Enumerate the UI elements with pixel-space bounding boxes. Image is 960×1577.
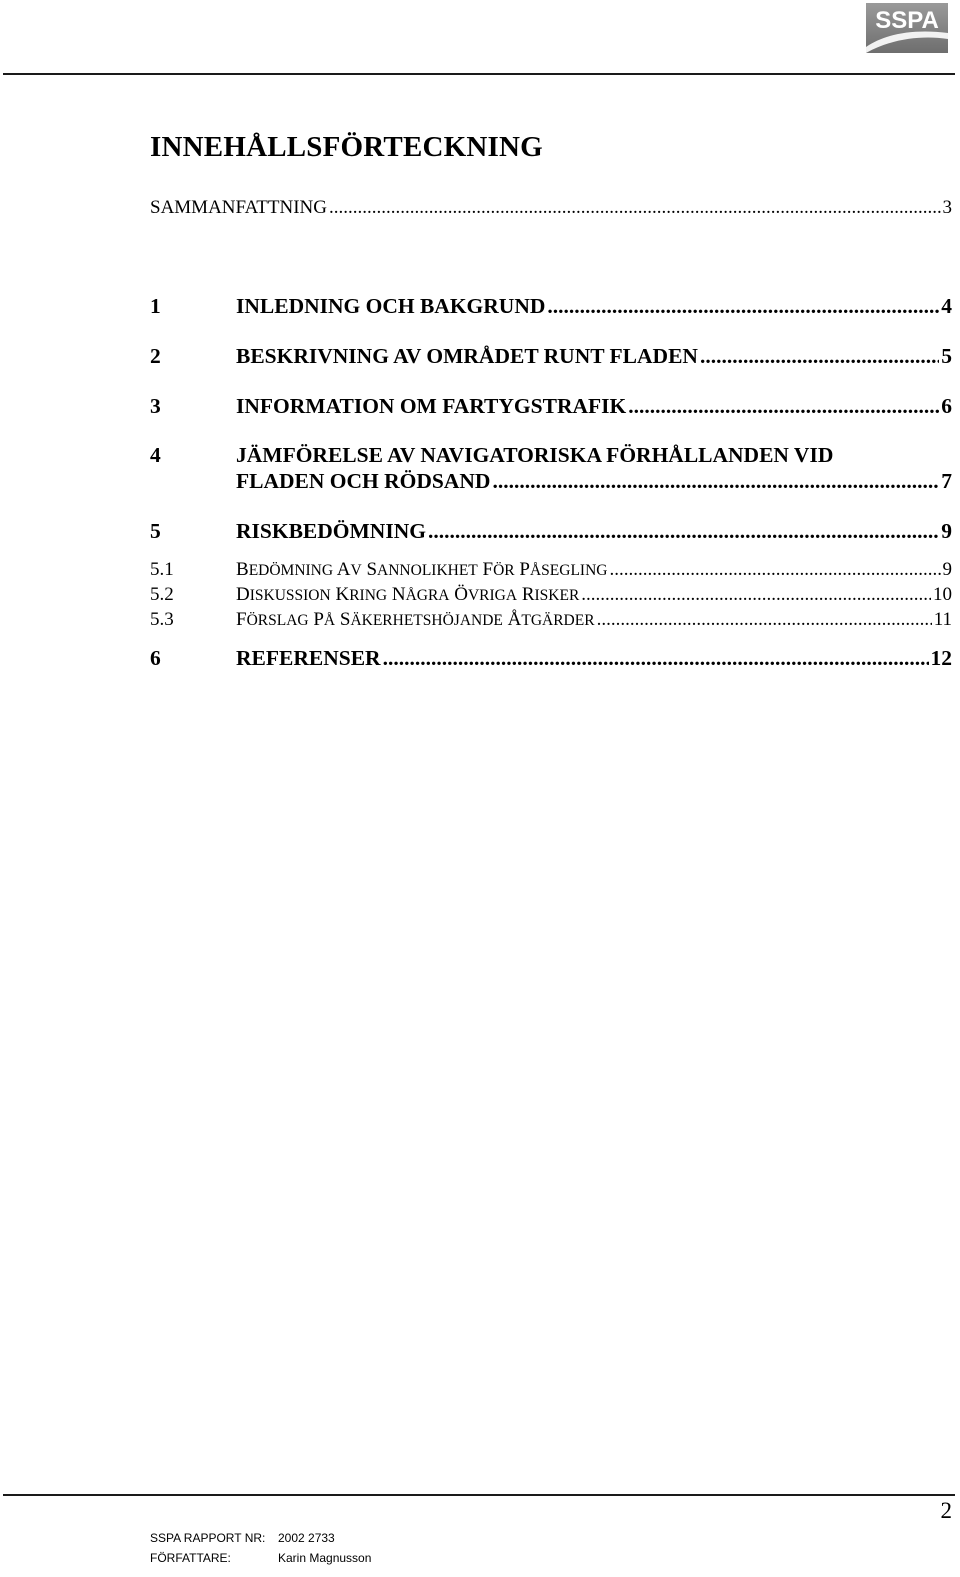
- toc-number: 5.1: [150, 559, 174, 580]
- toc-label: FÖRSLAG PÅ SÄKERHETSHÖJANDE ÅTGÄRDER: [236, 609, 595, 630]
- toc-leader: [547, 294, 939, 319]
- toc-page: 6: [941, 394, 952, 418]
- toc-leader: [597, 609, 932, 631]
- toc-page: 9: [942, 559, 952, 580]
- footer-rule: [3, 1494, 955, 1496]
- toc-number: 5.2: [150, 584, 174, 605]
- toc-number: 6: [150, 646, 161, 670]
- toc-page: 5: [941, 344, 952, 368]
- toc-number: 4: [150, 443, 161, 467]
- toc-label: REFERENSER: [236, 646, 381, 670]
- report-value: 2002 2733: [278, 1531, 335, 1545]
- footer-report: [150, 1531, 335, 1545]
- toc-label: BEDÖMNING AV SANNOLIKHET FÖR PÅSEGLING: [236, 559, 608, 580]
- page-number: 2: [940, 1498, 952, 1523]
- report-label: SSPA RAPPORT NR:: [150, 1531, 266, 1545]
- author-label: FÖRFATTARE:: [150, 1551, 231, 1565]
- toc-label: RISKBEDÖMNING: [236, 519, 426, 543]
- author-value: Karin Magnusson: [278, 1551, 372, 1565]
- sspa-logo: [866, 3, 948, 53]
- toc-page: 7: [941, 469, 952, 493]
- toc-leader: [492, 469, 939, 494]
- toc-page: 12: [930, 646, 952, 670]
- toc-leader: [428, 519, 939, 544]
- toc-leader: [329, 197, 941, 219]
- toc-leader: [609, 559, 940, 581]
- header-rule: [3, 73, 955, 75]
- toc-label: BESKRIVNING AV OMRÅDET RUNT FLADEN: [236, 344, 698, 368]
- toc-label: INFORMATION OM FARTYGSTRAFIK: [236, 394, 627, 418]
- toc-page: 9: [941, 519, 952, 543]
- svg-text:SSPA: SSPA: [875, 7, 939, 34]
- toc-label: DISKUSSION KRING NÅGRA ÖVRIGA RISKER: [236, 584, 580, 605]
- toc-number: 2: [150, 344, 161, 368]
- toc-label-line2: FLADEN OCH RÖDSAND: [236, 469, 491, 493]
- toc-entry-summary[interactable]: [150, 197, 952, 219]
- toc-leader: [700, 344, 939, 369]
- footer-author: [150, 1551, 371, 1565]
- toc-page: 4: [941, 294, 952, 318]
- page-title: INNEHÅLLSFÖRTECKNING: [150, 131, 543, 163]
- toc-number: 5.3: [150, 609, 174, 630]
- toc-number: 5: [150, 519, 161, 543]
- toc-label: INLEDNING OCH BAKGRUND: [236, 294, 546, 318]
- toc-label-line1: JÄMFÖRELSE AV NAVIGATORISKA FÖRHÅLLANDEN VID: [236, 443, 834, 467]
- toc-leader: [383, 646, 929, 671]
- toc-label: SAMMANFATTNING: [150, 197, 327, 218]
- toc-number: 1: [150, 294, 161, 318]
- toc-leader: [628, 394, 939, 419]
- toc-number: 3: [150, 394, 161, 418]
- toc-page: 3: [942, 197, 952, 218]
- toc-page: 10: [933, 584, 952, 605]
- toc-page: 11: [933, 609, 952, 630]
- toc-leader: [581, 584, 931, 606]
